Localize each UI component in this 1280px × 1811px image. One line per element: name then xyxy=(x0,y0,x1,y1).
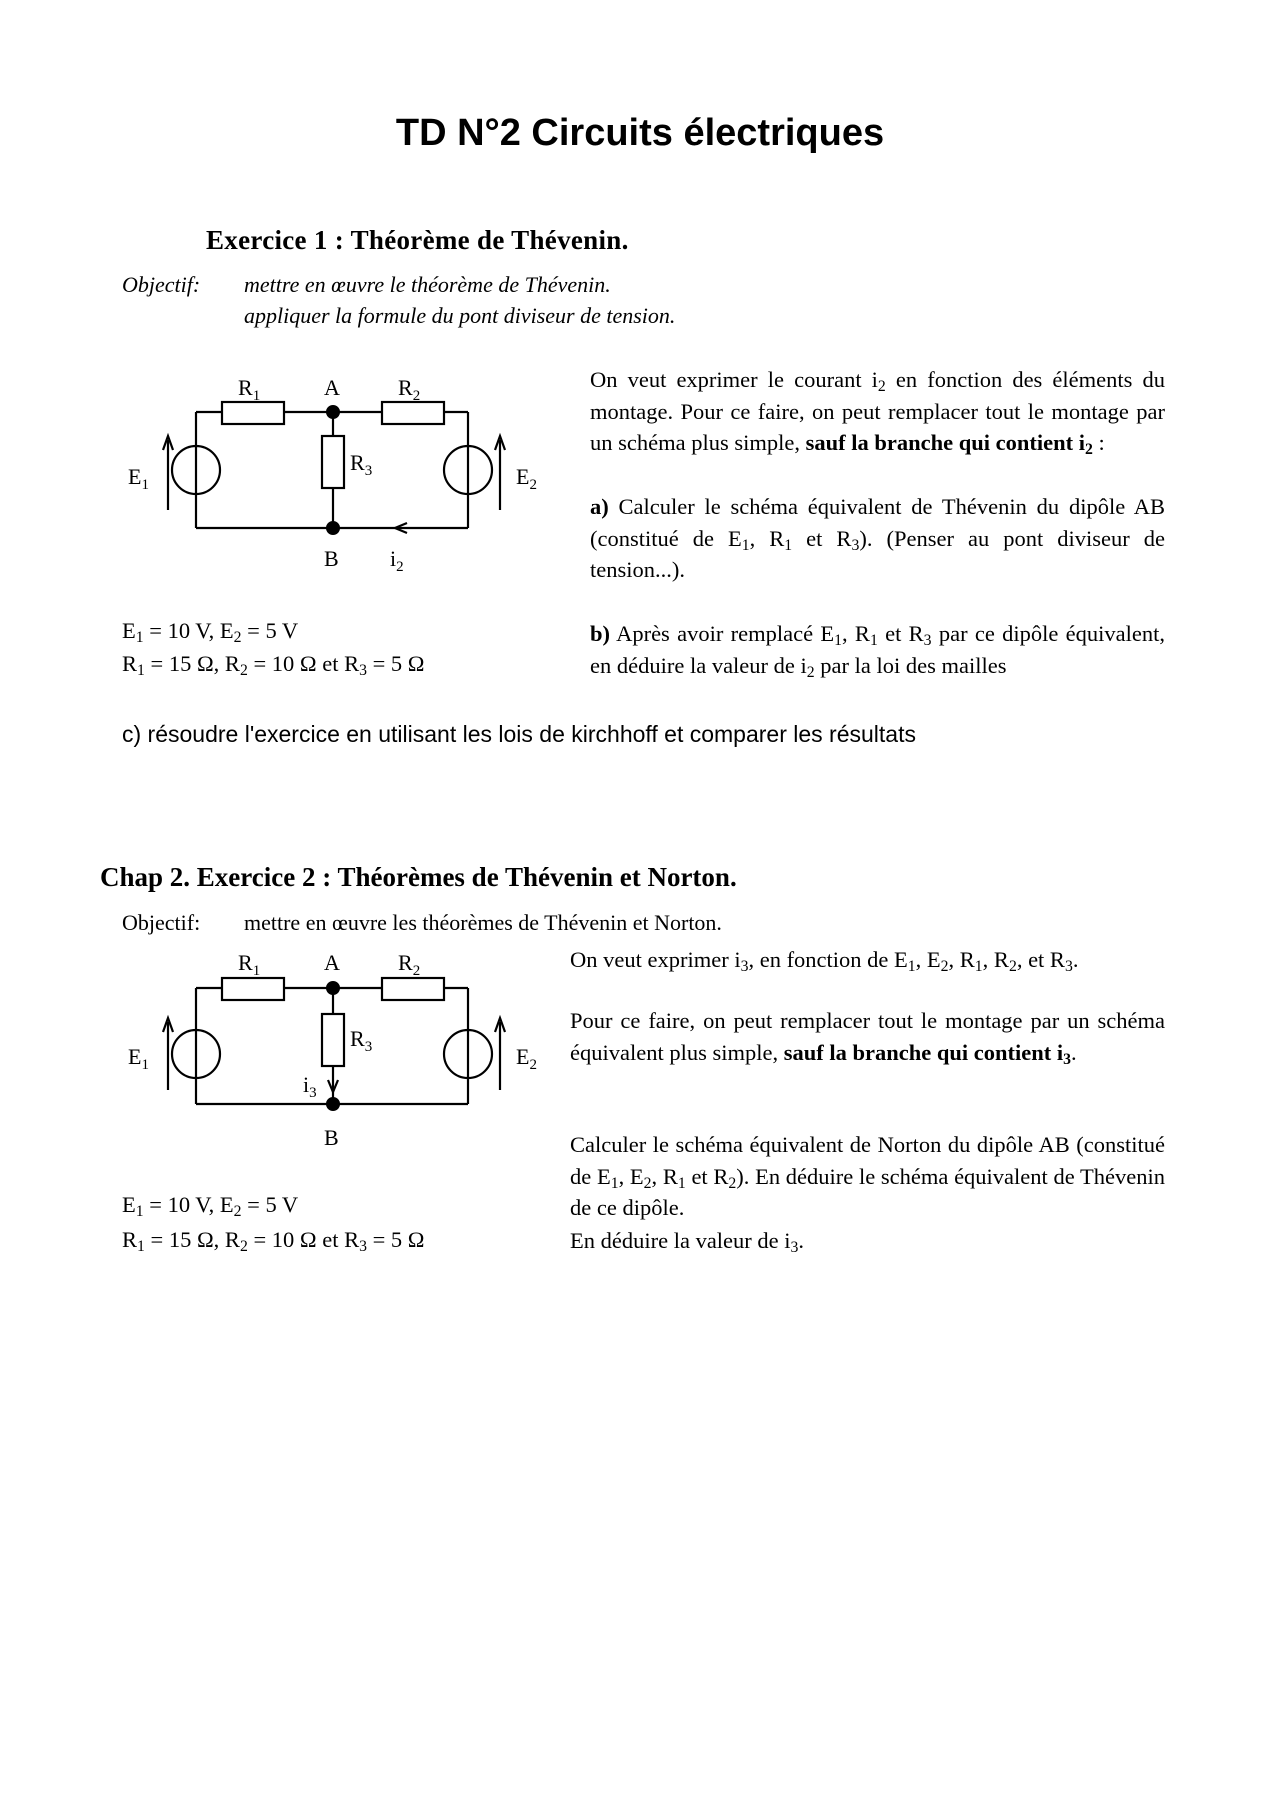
label-i2: $i_2$ xyxy=(390,546,404,575)
label-r3: $R_3$ xyxy=(350,1026,373,1055)
exercise2-objective-label: Objectif: xyxy=(122,910,201,935)
resistor-r2 xyxy=(382,402,444,424)
label-r2: $R_2$ xyxy=(398,375,421,404)
label-a: A xyxy=(324,950,340,975)
exercise1-values-voltages: $E_1 = 10$ V, $E_2 = 5$ V xyxy=(122,618,299,646)
resistor-r2 xyxy=(382,978,444,1000)
label-e2: $E_2$ xyxy=(516,1044,537,1073)
label-i3: $i_3$ xyxy=(303,1072,317,1101)
node-a xyxy=(327,982,340,995)
exercise2-objective: mettre en œuvre les théorèmes de Thévenin et Norton. xyxy=(244,910,722,935)
resistor-r1 xyxy=(222,402,284,424)
exercise1-part-b: b) Après avoir remplacé $E_1$, $R_1$ et $R_3$ par ce dipôle équivalent, en déduire la valeur de $i_2$ par la loi des mailles xyxy=(590,621,1165,681)
exercise1-part-c: c) résoudre l'exercice en utilisant les lois de kirchhoff et comparer les résultats xyxy=(122,721,916,747)
page-title: TD N°2 Circuits électriques xyxy=(395,112,885,154)
exercise2-values-resistances: $R_1 = 15$ Ω, $R_2 = 10$ Ω et $R_3 = 5$ Ω xyxy=(122,1227,425,1255)
label-a: A xyxy=(324,375,340,400)
label-b: B xyxy=(324,546,339,571)
node-a xyxy=(327,406,340,419)
exercise2-paragraph-2: Pour ce faire, on peut remplacer tout le montage par un schéma équivalent plus simple, sauf la branche qui contient $i_3$. xyxy=(570,1008,1165,1068)
label-e1: $E_1$ xyxy=(128,1044,149,1073)
exercise2-paragraph-3: Calculer le schéma équivalent de Norton du dipôle AB (constitué de $E_1$, $E_2$, $R_1$ et $R_2$). En déduire le schéma équivalent de Thévenin de ce dipôle. xyxy=(570,1132,1165,1220)
exercise1-values-resistances: $R_1 = 15$ Ω, $R_2 = 10$ Ω et $R_3 = 5$ Ω xyxy=(122,651,425,679)
label-e2: $E_2$ xyxy=(516,464,537,493)
node-b xyxy=(327,522,340,535)
label-e1: $E_1$ xyxy=(128,464,149,493)
label-r1: $R_1$ xyxy=(238,950,261,979)
label-r2: $R_2$ xyxy=(398,950,421,979)
exercise1-objective-label: Objectif: xyxy=(122,272,201,297)
node-b xyxy=(327,1098,340,1111)
exercise1-intro: On veut exprimer le courant $i_2$ en fonction des éléments du montage. Pour ce faire, on peut remplacer tout le montage par un schéma plus simple, sauf la branche qui contient $i_2$ : xyxy=(590,367,1165,458)
label-b: B xyxy=(324,1125,339,1150)
exercise2-values-voltages: $E_1 = 10$ V, $E_2 = 5$ V xyxy=(122,1192,299,1220)
exercise2-paragraph-4: En déduire la valeur de $i_3$. xyxy=(570,1228,805,1256)
resistor-r3 xyxy=(322,436,344,488)
exercise1-part-a: a) Calculer le schéma équivalent de Thévenin du dipôle AB (constitué de $E_1$, $R_1$ et $R_3$). (Penser au pont diviseur de tension...). xyxy=(590,494,1165,582)
exercise1-heading: Exercice 1 : Théorème de Thévenin. xyxy=(206,225,629,255)
exercise2-heading: Chap 2. Exercice 2 : Théorèmes de Thévenin et Norton. xyxy=(100,862,737,892)
label-r3: $R_3$ xyxy=(350,450,373,479)
exercise1-objective-1: mettre en œuvre le théorème de Thévenin. xyxy=(244,272,611,297)
exercise1-objective-2: appliquer la formule du pont diviseur de tension. xyxy=(244,303,676,328)
exercise2-intro: On veut exprimer $i_3$, en fonction de $E_1$, $E_2$, $R_1$, $R_2$, et $R_3$. xyxy=(570,947,1079,975)
resistor-r1 xyxy=(222,978,284,1000)
label-r1: $R_1$ xyxy=(238,375,261,404)
resistor-r3 xyxy=(322,1014,344,1066)
